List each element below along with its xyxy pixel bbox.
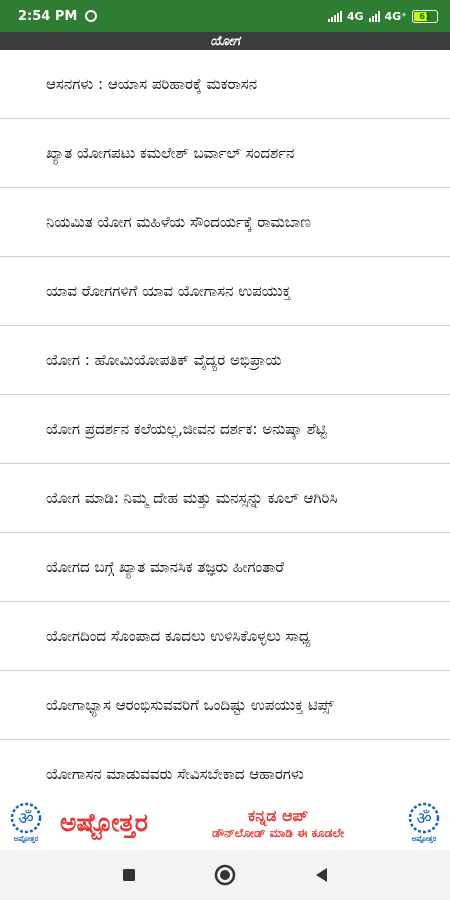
app-header — [0, 32, 450, 50]
list-item-title: ಯೋಗ ಪ್ರದರ್ಶನ ಕಲೆಯಲ್ಲ,ಜೀವನ ದರ್ಶಕ: ಅನುಷ್ಕಾ ಶೆಟ್ಟಿ — [46, 420, 327, 438]
list-item[interactable] — [0, 671, 450, 740]
list-item-title: ಯಾವ ರೋಗಗಳಿಗೆ ಯಾವ ಯೋಗಾಸನ ಉಪಯುಕ್ತ — [46, 282, 291, 300]
list-item[interactable] — [0, 326, 450, 395]
system-nav-bar — [0, 850, 450, 900]
list-item[interactable] — [0, 602, 450, 671]
ad-text — [154, 806, 402, 841]
list-item-title: ಯೋಗ ಮಾಡಿ: ನಿಮ್ಮ ದೇಹ ಮತ್ತು ಮನಸ್ಸನ್ನು ಕೂಲ್ ಆಗಿರಿಸಿ — [46, 489, 338, 507]
circle-icon — [214, 864, 236, 886]
battery-icon — [412, 10, 438, 23]
om-symbol: ॐ — [18, 809, 34, 829]
list-item-title: ಯೋಗ : ಹೋಮಿಯೋಪತಿಕ್ ವೈದ್ಯರ ಅಭಿಪ್ರಾಯ — [46, 351, 282, 369]
badge-caption: ಅಷ್ಟೋತ್ತರ — [13, 835, 39, 843]
ad-title: ಅಷ್ಟೋತ್ತರ — [60, 808, 149, 837]
square-icon — [121, 867, 137, 883]
list-item-title: ಖ್ಯಾತ ಯೋಗಪಟು ಕಮಲೇಶ್ ಬರ್ವಾಲ್ ಸಂದರ್ಶನ — [46, 144, 295, 162]
list-item[interactable] — [0, 395, 450, 464]
badge-caption: ಅಷ್ಟೋತ್ತರ — [411, 835, 437, 843]
om-icon — [408, 802, 440, 834]
list-item[interactable] — [0, 119, 450, 188]
ad-line-1: ಕನ್ನಡ ಆಪ್ — [248, 805, 309, 825]
om-badge-left — [4, 802, 48, 844]
list-item-title: ಯೋಗದ ಬಗ್ಗೆ ಖ್ಯಾತ ಮಾನಸಿಕ ತಜ್ಞರು ಹೀಗಂತಾರೆ — [46, 558, 284, 576]
om-symbol: ॐ — [416, 809, 432, 829]
article-list[interactable] — [0, 50, 450, 796]
list-item[interactable] — [0, 188, 450, 257]
list-item[interactable] — [0, 464, 450, 533]
list-item[interactable] — [0, 50, 450, 119]
om-badge-right — [402, 802, 446, 844]
ad-line-2: ಡೌನ್‌ಲೋಡ್ ಮಾಡಿ ಈ ಕೂಡಲೇ — [211, 825, 345, 840]
status-bar — [0, 0, 450, 32]
status-right — [328, 10, 438, 23]
notification-icon — [85, 10, 97, 22]
list-item[interactable] — [0, 740, 450, 796]
status-time: 2:54 PM — [18, 8, 78, 24]
list-item-title: ಯೋಗಾಭ್ಯಾಸ ಆರಂಭಿಸುವವರಿಗೆ ಒಂದಿಷ್ಟು ಉಪಯುಕ್ತ ಟಿಪ್ಸ್ — [46, 696, 334, 714]
home-button[interactable] — [213, 863, 237, 887]
list-item[interactable] — [0, 533, 450, 602]
list-item-title: ನಿಯಮಿತ ಯೋಗ ಮಹಿಳೆಯ ಸೌಂದರ್ಯಕ್ಕೆ ರಾಮಬಾಣ — [46, 213, 311, 231]
list-item[interactable] — [0, 257, 450, 326]
ad-banner[interactable] — [0, 796, 450, 850]
om-icon — [10, 802, 42, 834]
list-item-title: ಯೋಗದಿಂದ ಸೊಂಪಾದ ಕೂದಲು ಉಳಿಸಿಕೊಳ್ಳಲು ಸಾಧ್ಯ — [46, 627, 311, 645]
back-triangle-icon — [313, 866, 329, 884]
recents-button[interactable] — [117, 863, 141, 887]
battery-level: 61 — [419, 11, 431, 21]
network-label-2: 4G⁺ — [384, 9, 407, 23]
list-item-title: ಆಸನಗಳು : ಆಯಾಸ ಪರಿಹಾರಕ್ಕೆ ಮಕರಾಸನ — [46, 75, 258, 93]
signal-icon-2 — [369, 11, 380, 22]
signal-icon — [328, 11, 342, 22]
back-button[interactable] — [309, 863, 333, 887]
network-label-1: 4G — [346, 9, 364, 23]
list-item-title: ಯೋಗಾಸನ ಮಾಡುವವರು ಸೇವಿಸಬೇಕಾದ ಆಹಾರಗಳು — [46, 765, 304, 783]
page-title: ಯೋಗ — [210, 33, 240, 49]
